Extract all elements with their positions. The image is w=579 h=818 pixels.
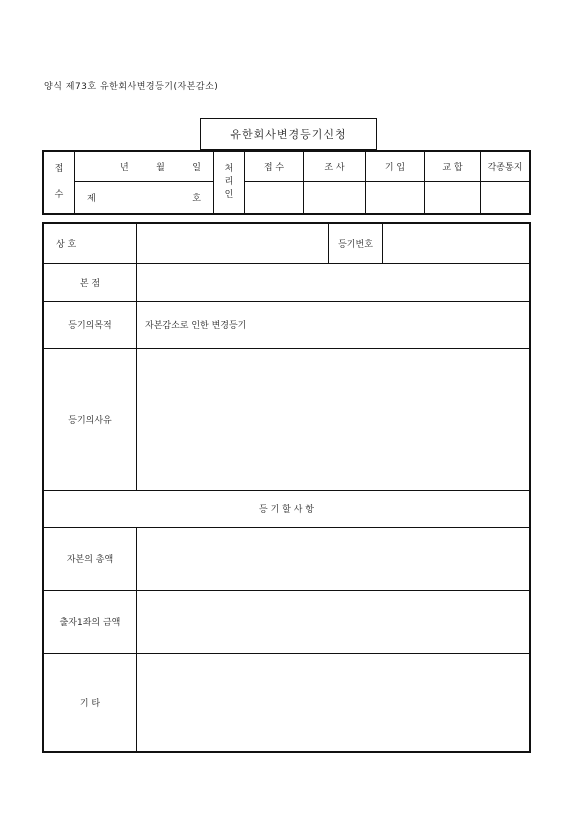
receipt-stamp-field[interactable]: [245, 181, 304, 214]
investigation-stamp-field[interactable]: [304, 181, 366, 214]
unit-amount-field[interactable]: [137, 590, 531, 653]
reg-number-label: 등기번호: [329, 223, 383, 263]
purpose-value[interactable]: 자본감소로 인한 변경등기: [137, 301, 531, 348]
form-title: 유한회사변경등기신청: [200, 118, 377, 150]
reason-field[interactable]: [137, 348, 531, 490]
trade-name-label: 상 호: [56, 239, 77, 250]
processor-char-1: 처: [224, 164, 234, 174]
notices-stamp-field[interactable]: [481, 181, 531, 214]
year-label: 년: [120, 162, 129, 173]
matters-header: 등 기 할 사 항: [43, 490, 530, 527]
capital-total-label: 자본의 총액: [43, 527, 137, 590]
head-office-label: 본 점: [43, 263, 137, 301]
capital-total-field[interactable]: [137, 527, 531, 590]
date-cell: [75, 151, 214, 181]
col-entry: 기 입: [366, 151, 425, 181]
reception-table: [42, 150, 531, 215]
col-check: 교 합: [425, 151, 481, 181]
number-cell: [75, 181, 214, 214]
month-label: 월: [156, 162, 165, 173]
unit-amount-label: 출자1좌의 금액: [43, 590, 137, 653]
other-field[interactable]: [137, 653, 531, 752]
form-number: 양식 제73호 유한회사변경등기(자본감소): [44, 82, 219, 92]
processor-char-3: 인: [224, 190, 234, 200]
purpose-label: 등기의목적: [43, 301, 137, 348]
receipt-char-2: 수: [54, 190, 64, 200]
processor-char-2: 리: [224, 177, 234, 187]
other-label: 기 타: [43, 653, 137, 752]
receipt-label-cell: [43, 151, 75, 214]
main-table: [42, 222, 531, 753]
head-office-field[interactable]: [137, 263, 531, 301]
trade-name-field[interactable]: [137, 223, 329, 263]
entry-stamp-field[interactable]: [366, 181, 425, 214]
trade-name-label-cell: [43, 223, 137, 263]
check-stamp-field[interactable]: [425, 181, 481, 214]
reason-label: 등기의사유: [43, 348, 137, 490]
number-suffix: 호: [192, 193, 201, 204]
col-notices: 각종통지: [481, 151, 531, 181]
day-label: 일: [192, 162, 201, 173]
receipt-char-1: 접: [54, 164, 64, 174]
col-receipt: 접 수: [245, 151, 304, 181]
col-investigation: 조 사: [304, 151, 366, 181]
number-prefix: 제: [87, 193, 96, 204]
processor-cell: [214, 151, 245, 214]
reg-number-field[interactable]: [383, 223, 531, 263]
